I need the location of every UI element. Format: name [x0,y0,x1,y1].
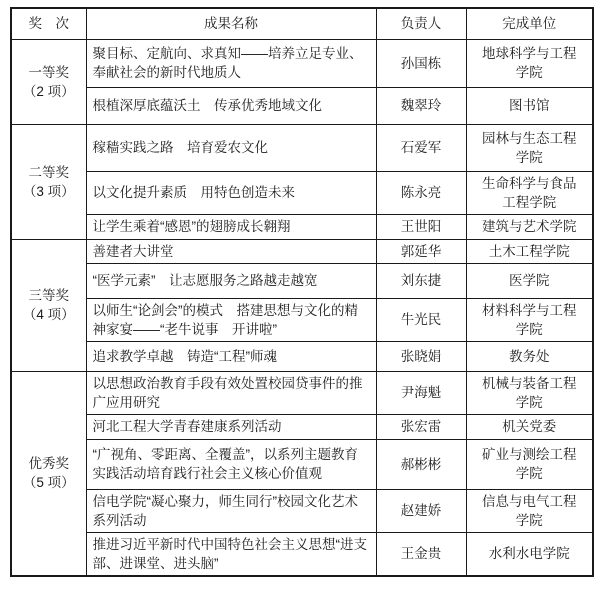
table-row [11,298,593,341]
achievement-cell: 以文化提升素质 用特色创造未来 [86,171,376,214]
leader-cell: 石爱军 [376,124,466,171]
leader-cell: 牛光民 [376,298,466,341]
unit-cell: 机关党委 [466,414,593,439]
table-row [11,263,593,298]
unit-cell: 地球科学与工程学院 [466,39,593,87]
unit-cell: 机械与装备工程学院 [466,371,593,414]
unit-cell: 生命科学与食品工程学院 [466,171,593,214]
table-row [11,214,593,239]
achievement-cell: 以师生“论剑会”的模式 搭建思想与文化的精神家宴——“老牛说事 开讲啦” [86,298,376,341]
award-level: 三等奖 [28,288,69,303]
award-cell-excellence-prize [11,371,86,576]
award-count: （3 项） [22,183,75,199]
achievement-cell: 信电学院“凝心聚力，师生同行”校园文化艺术系列活动 [86,489,376,532]
table-row [11,39,593,87]
achievement-cell: 聚目标、定航向、求真知——培养立足专业、奉献社会的新时代地质人 [86,39,376,87]
header-leader: 负责人 [376,8,466,39]
table-row [11,489,593,532]
table-row [11,532,593,576]
achievement-cell: 稼穑实践之路 培育爱农文化 [86,124,376,171]
leader-cell: 魏翠玲 [376,87,466,124]
leader-cell: 陈永亮 [376,171,466,214]
award-level: 一等奖 [28,64,69,80]
header-achievement: 成果名称 [86,8,376,39]
achievement-cell: 根植深厚底蕴沃土 传承优秀地域文化 [86,87,376,124]
award-level: 二等奖 [28,164,69,180]
table-row [11,414,593,439]
unit-cell: 医学院 [466,263,593,298]
table-row [11,341,593,371]
leader-cell: 张宏雷 [376,414,466,439]
header-row [11,8,593,39]
leader-cell: 王世阳 [376,214,466,239]
achievement-cell: 河北工程大学青春建康系列活动 [86,414,376,439]
award-count: （5 项） [22,475,75,490]
award-cell-first-prize [11,39,86,124]
table-row [11,439,593,489]
award-cell-second-prize [11,124,86,239]
achievement-cell: “医学元素” 让志愿服务之路越走越宽 [86,263,376,298]
leader-cell: 郝彬彬 [376,439,466,489]
achievement-cell: 以思想政治教育手段有效处置校园贷事件的推广应用研究 [86,371,376,414]
leader-cell: 王金贵 [376,532,466,576]
unit-cell: 图书馆 [466,87,593,124]
header-award: 奖 次 [11,8,86,39]
achievement-cell: 让学生乘着“感恩”的翅膀成长翱翔 [86,214,376,239]
table-row [11,371,593,414]
award-count: （2 项） [22,83,75,99]
award-count: （4 项） [22,307,75,322]
leader-cell: 赵建娇 [376,489,466,532]
table-row [11,171,593,214]
table-row [11,124,593,171]
unit-cell: 矿业与测绘工程学院 [466,439,593,489]
unit-cell: 建筑与艺术学院 [466,214,593,239]
achievement-cell: “广视角、零距离、全覆盖”，以系列主题教育实践活动培育践行社会主义核心价值观 [86,439,376,489]
leader-cell: 刘东捷 [376,263,466,298]
unit-cell: 水利水电学院 [466,532,593,576]
unit-cell: 土木工程学院 [466,239,593,263]
unit-cell: 园林与生态工程学院 [466,124,593,171]
leader-cell: 郭延华 [376,239,466,263]
table-row [11,239,593,263]
leader-cell: 孙国栋 [376,39,466,87]
leader-cell: 张晓娟 [376,341,466,371]
unit-cell: 教务处 [466,341,593,371]
table-row [11,87,593,124]
leader-cell: 尹海魁 [376,371,466,414]
awards-table [10,7,594,577]
header-unit: 完成单位 [466,8,593,39]
achievement-cell: 善建者大讲堂 [86,239,376,263]
unit-cell: 信息与电气工程学院 [466,489,593,532]
achievement-cell: 追求教学卓越 铸造“工程”师魂 [86,341,376,371]
award-level: 优秀奖 [28,456,69,471]
unit-cell: 材料科学与工程学院 [466,298,593,341]
achievement-cell: 推进习近平新时代中国特色社会主义思想“进支部、进课堂、进头脑” [86,532,376,576]
award-cell-third-prize [11,239,86,371]
